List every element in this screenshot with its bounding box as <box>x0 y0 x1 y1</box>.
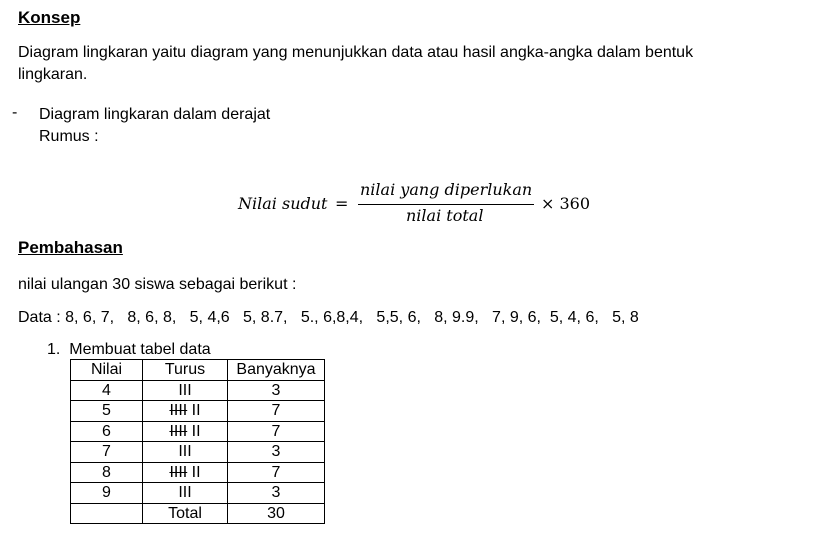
cell-nilai: 4 <box>71 380 143 401</box>
table-header <box>71 360 325 381</box>
total-row <box>71 503 325 524</box>
formula-lhs: Nilai sudut <box>238 194 328 213</box>
formula-equals: = <box>335 194 349 213</box>
tally-five: IIII <box>169 463 188 481</box>
bullet-dash: - <box>12 104 18 121</box>
frequency-table <box>70 359 325 524</box>
cell-turus: III <box>143 483 228 504</box>
table-row <box>71 462 325 483</box>
table-row <box>71 401 325 422</box>
cell-nilai: 7 <box>71 442 143 463</box>
rumus-label: Rumus : <box>39 128 99 145</box>
intro-text: nilai ulangan 30 siswa sebagai berikut : <box>18 276 297 293</box>
table-row <box>71 442 325 463</box>
fraction-bar <box>358 204 534 205</box>
table-row <box>71 421 325 442</box>
pembahasan-heading: Pembahasan <box>18 238 123 257</box>
definition-text: Diagram lingkaran yaitu diagram yang menunjukkan data atau hasil angka-angka dalam bentuk <box>18 44 694 61</box>
cell-banyak: 3 <box>228 380 325 401</box>
cell-nilai: 5 <box>71 401 143 422</box>
cell-nilai: 9 <box>71 483 143 504</box>
table-row <box>71 380 325 401</box>
cell-banyak: 7 <box>228 462 325 483</box>
formula-numerator: nilai yang diperlukan <box>360 180 533 199</box>
cell-nilai: 8 <box>71 462 143 483</box>
cell-turus: IIII II <box>143 401 228 422</box>
total-label: Total <box>143 503 228 524</box>
cell-banyak: 7 <box>228 421 325 442</box>
tally-five: IIII <box>169 402 188 420</box>
cell-turus: IIII II <box>143 421 228 442</box>
header-banyaknya: Banyaknya <box>228 360 325 381</box>
total-value: 30 <box>228 503 325 524</box>
cell-banyak: 3 <box>228 442 325 463</box>
formula-times: × 360 <box>541 194 591 213</box>
tally-five: IIII <box>169 422 188 440</box>
table-row <box>71 483 325 504</box>
header-turus: Turus <box>143 360 228 381</box>
cell-turus: III <box>143 442 228 463</box>
empty-cell <box>71 503 143 524</box>
cell-banyak: 7 <box>228 401 325 422</box>
konsep-heading: Konsep <box>18 8 81 27</box>
cell-nilai: 6 <box>71 421 143 442</box>
cell-turus: III <box>143 380 228 401</box>
data-text: Data : 8, 6, 7, 8, 6, 8, 5, 4,6 5, 8.7, 5., 6,8,4, 5,5, 6, 8, 9.9, 7, 9, 6, 5, 4, 6, 5, 8 <box>18 309 639 326</box>
cell-banyak: 3 <box>228 483 325 504</box>
cell-turus: IIII II <box>143 462 228 483</box>
bullet-text: Diagram lingkaran dalam derajat <box>39 106 271 123</box>
definition-text-cont: lingkaran. <box>18 66 88 83</box>
step1-text: 1. Membuat tabel data <box>47 341 211 358</box>
formula-denominator: nilai total <box>406 206 484 225</box>
header-nilai: Nilai <box>71 360 143 381</box>
